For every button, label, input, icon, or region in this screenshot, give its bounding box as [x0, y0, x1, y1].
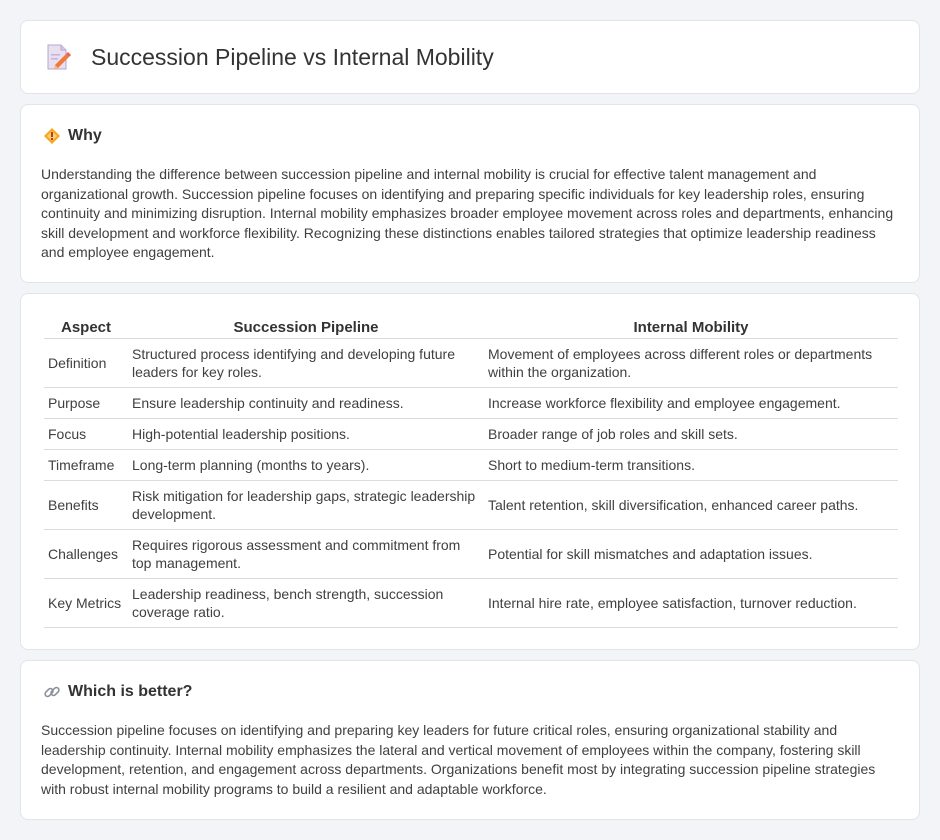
row-aspect: Focus — [44, 419, 128, 450]
header-card — [20, 20, 920, 94]
row-aspect: Timeframe — [44, 450, 128, 481]
row-succession-pipeline: Ensure leadership continuity and readiness. — [128, 388, 484, 419]
document-pencil-icon — [45, 43, 71, 71]
row-internal-mobility: Internal hire rate, employee satisfaction, turnover reduction. — [484, 579, 898, 628]
link-icon — [43, 683, 61, 701]
table-row — [44, 339, 898, 388]
row-aspect: Challenges — [44, 530, 128, 579]
table-row — [44, 419, 898, 450]
row-succession-pipeline: Structured process identifying and developing future leaders for key roles. — [128, 339, 484, 388]
row-internal-mobility: Potential for skill mismatches and adaptation issues. — [484, 530, 898, 579]
column-header-aspect: Aspect — [44, 316, 128, 339]
better-heading-row — [43, 683, 192, 701]
why-text: Understanding the difference between succession pipeline and internal mobility is crucial for effective talent management and organizational growth. Succession pipeline focuses on identifying and preparing specific individuals for key leadership roles, ensuring continuity and minimizing disruption. Internal mobility emphasizes broader employee movement across roles and departments, enhancing skill development and workforce flexibility. Recognizing these distinctions enables tailored strategies that optimize leadership readiness and employee engagement. — [41, 166, 894, 260]
table-header-row — [44, 316, 898, 339]
row-internal-mobility: Increase workforce flexibility and employee engagement. — [484, 388, 898, 419]
row-internal-mobility: Movement of employees across different roles or departments within the organization. — [484, 339, 898, 388]
row-succession-pipeline: High-potential leadership positions. — [128, 419, 484, 450]
row-internal-mobility: Talent retention, skill diversification, enhanced career paths. — [484, 481, 898, 530]
row-internal-mobility: Short to medium-term transitions. — [484, 450, 898, 481]
better-heading: Which is better? — [68, 683, 193, 700]
comparison-section — [20, 293, 920, 650]
row-succession-pipeline: Leadership readiness, bench strength, succession coverage ratio. — [128, 579, 484, 628]
which-is-better-section — [20, 660, 920, 820]
why-heading: Why — [68, 127, 102, 144]
diamond-icon — [43, 127, 61, 145]
table-row — [44, 450, 898, 481]
row-succession-pipeline: Requires rigorous assessment and commitment from top management. — [128, 530, 484, 579]
better-text: Succession pipeline focuses on identifying and preparing key leaders for future critical roles, ensuring organizational stability and leadership continuity. Internal mobility emphasizes the lateral and vertical movement of employees within the company, fostering skill development, retention, and engagement across departments. Organizations benefit most by integrating succession pipeline strategies with robust internal mobility programs to build a resilient and adaptable workforce. — [41, 722, 876, 797]
row-aspect: Definition — [44, 339, 128, 388]
comparison-table — [44, 316, 898, 628]
row-aspect: Benefits — [44, 481, 128, 530]
column-header-succession-pipeline: Succession Pipeline — [128, 316, 484, 339]
why-section — [20, 104, 920, 283]
row-succession-pipeline: Long-term planning (months to years). — [128, 450, 484, 481]
table-row — [44, 530, 898, 579]
page-title: Succession Pipeline vs Internal Mobility — [91, 43, 494, 70]
table-row — [44, 388, 898, 419]
table-row — [44, 481, 898, 530]
page-title-row — [45, 43, 494, 71]
table-row — [44, 579, 898, 628]
row-succession-pipeline: Risk mitigation for leadership gaps, strategic leadership development. — [128, 481, 484, 530]
row-aspect: Key Metrics — [44, 579, 128, 628]
row-aspect: Purpose — [44, 388, 128, 419]
why-heading-row — [43, 127, 102, 145]
row-internal-mobility: Broader range of job roles and skill sets. — [484, 419, 898, 450]
column-header-internal-mobility: Internal Mobility — [484, 316, 898, 339]
